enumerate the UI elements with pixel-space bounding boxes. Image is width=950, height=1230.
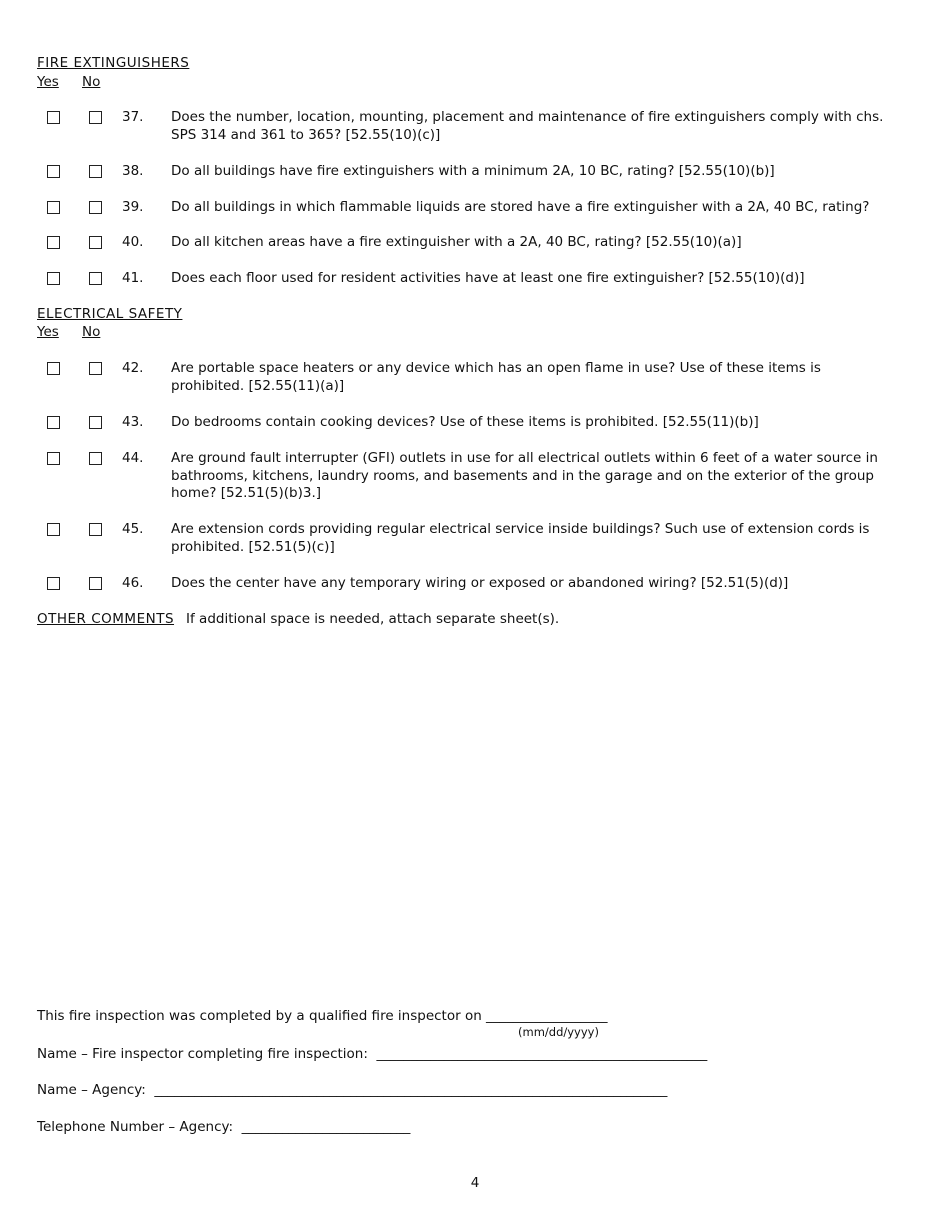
other-comments [37, 611, 559, 627]
no-checkbox[interactable] [89, 111, 102, 124]
no-checkbox[interactable] [89, 452, 102, 465]
electrical-yes-no-header [37, 324, 100, 340]
no-checkbox[interactable] [89, 236, 102, 249]
yes-checkbox[interactable] [47, 523, 60, 536]
yes-checkbox[interactable] [47, 416, 60, 429]
question-text: Are ground fault interrupter (GFI) outlets in use for all electrical outlets within 6 feet of a water source in bathrooms, kitchens, laundry rooms, and basements and in the garage and on the exterior of the group home? [52.51(5)(b)3.] [171, 450, 878, 501]
yes-checkbox[interactable] [47, 165, 60, 178]
yes-column-label: Yes [37, 74, 59, 90]
inspector-name-field[interactable]: Name – Fire inspector completing fire inspection: _________________________________________________ [37, 1046, 708, 1062]
question-text: Do all buildings in which flammable liquids are stored have a fire extinguisher with a 2A, 40 BC, rating? [171, 199, 870, 215]
yes-checkbox[interactable] [47, 111, 60, 124]
question-text: Does the center have any temporary wiring or exposed or abandoned wiring? [52.51(5)(d)] [171, 575, 789, 591]
no-checkbox[interactable] [89, 416, 102, 429]
question-number: 42. [122, 360, 144, 376]
electrical-safety-heading: ELECTRICAL SAFETY [37, 306, 183, 322]
fire-extinguishers-heading: FIRE EXTINGUISHERS [37, 55, 190, 71]
yes-checkbox[interactable] [47, 201, 60, 214]
question-text: Are extension cords providing regular electrical service inside buildings? Such use of extension cords is prohibited. [52.51(5)(c)] [171, 521, 870, 555]
no-column-label: No [82, 324, 101, 340]
agency-name-field[interactable]: Name – Agency: ____________________________________________________________________________ [37, 1082, 668, 1098]
question-number: 45. [122, 521, 144, 537]
date-format-hint: (mm/dd/yyyy) [518, 1025, 599, 1039]
question-number: 38. [122, 163, 144, 179]
yes-checkbox[interactable] [47, 272, 60, 285]
question-text: Does each floor used for resident activities have at least one fire extinguisher? [52.55(10)(d)] [171, 270, 805, 286]
yes-column-label: Yes [37, 324, 59, 340]
no-checkbox[interactable] [89, 201, 102, 214]
other-comments-note: If additional space is needed, attach separate sheet(s). [186, 611, 560, 627]
no-checkbox[interactable] [89, 577, 102, 590]
question-number: 39. [122, 199, 144, 215]
yes-checkbox[interactable] [47, 362, 60, 375]
question-text: Do bedrooms contain cooking devices? Use of these items is prohibited. [52.55(11)(b)] [171, 414, 759, 430]
agency-phone-field[interactable]: Telephone Number – Agency: _________________________ [37, 1119, 411, 1135]
no-checkbox[interactable] [89, 523, 102, 536]
question-number: 40. [122, 234, 144, 250]
no-checkbox[interactable] [89, 165, 102, 178]
other-comments-heading: OTHER COMMENTS [37, 611, 175, 627]
yes-checkbox[interactable] [47, 452, 60, 465]
question-number: 44. [122, 450, 144, 466]
fire-yes-no-header [37, 74, 100, 90]
yes-checkbox[interactable] [47, 577, 60, 590]
question-number: 37. [122, 109, 144, 125]
no-checkbox[interactable] [89, 362, 102, 375]
no-column-label: No [82, 74, 101, 90]
question-text: Does the number, location, mounting, placement and maintenance of fire extinguishers comply with chs. SPS 314 and 361 to 365? [52.55(10)(c)] [171, 109, 884, 143]
question-number: 43. [122, 414, 144, 430]
question-number: 41. [122, 270, 144, 286]
no-checkbox[interactable] [89, 272, 102, 285]
question-text: Do all kitchen areas have a fire extinguisher with a 2A, 40 BC, rating? [52.55(10)(a)] [171, 234, 742, 250]
question-number: 46. [122, 575, 144, 591]
question-text: Do all buildings have fire extinguishers with a minimum 2A, 10 BC, rating? [52.55(10)(b)] [171, 163, 775, 179]
page-number: 4 [470, 1175, 480, 1191]
question-text: Are portable space heaters or any device which has an open flame in use? Use of these items is prohibited. [52.55(11)(a)] [171, 360, 821, 394]
yes-checkbox[interactable] [47, 236, 60, 249]
inspection-date-field[interactable]: This fire inspection was completed by a qualified fire inspector on __________________ [37, 1008, 608, 1024]
